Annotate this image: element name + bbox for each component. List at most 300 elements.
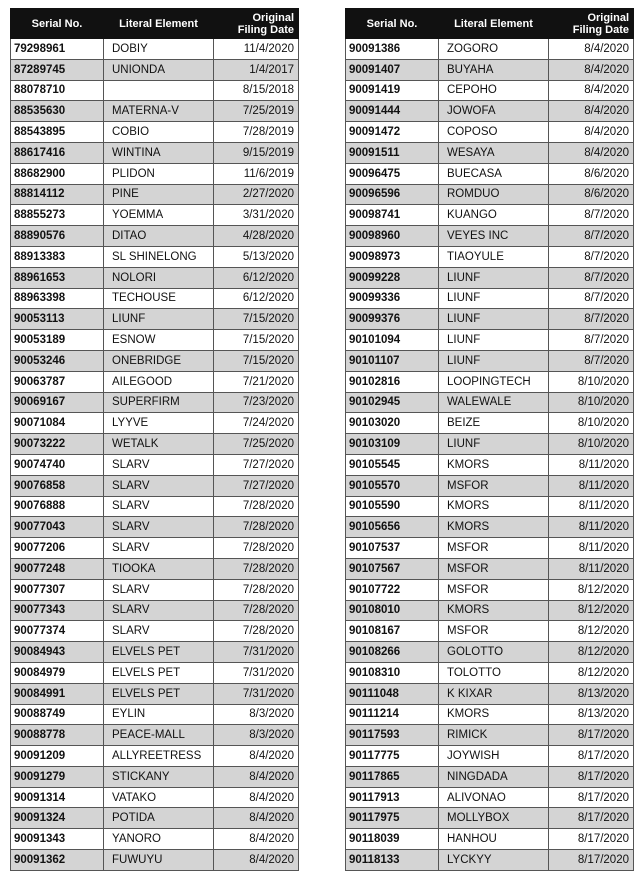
table-row bbox=[11, 246, 299, 267]
filing-date-cell: 8/12/2020 bbox=[549, 621, 634, 642]
filing-date-cell: 7/31/2020 bbox=[214, 683, 299, 704]
filing-date-cell: 8/7/2020 bbox=[549, 350, 634, 371]
filing-date-cell: 7/28/2020 bbox=[214, 600, 299, 621]
serial-cell: 90091362 bbox=[11, 850, 104, 871]
filing-date-cell: 8/17/2020 bbox=[549, 850, 634, 871]
literal-element-cell: SLARV bbox=[104, 496, 214, 517]
serial-cell: 90117975 bbox=[346, 808, 439, 829]
literal-element-cell: NOLORI bbox=[104, 267, 214, 288]
serial-cell: 90101094 bbox=[346, 330, 439, 351]
table-body-left bbox=[11, 39, 299, 871]
table-row bbox=[11, 142, 299, 163]
literal-element-cell: ESNOW bbox=[104, 330, 214, 351]
literal-element-cell: CEPOHO bbox=[439, 80, 549, 101]
literal-element-cell: JOYWISH bbox=[439, 746, 549, 767]
literal-element-cell: KUANGO bbox=[439, 205, 549, 226]
filing-date-cell: 8/7/2020 bbox=[549, 205, 634, 226]
literal-element-cell: TIOOKA bbox=[104, 558, 214, 579]
literal-element-cell: TOLOTTO bbox=[439, 662, 549, 683]
table-row bbox=[11, 350, 299, 371]
table-row bbox=[346, 787, 634, 808]
header-serial-no: Serial No. bbox=[346, 9, 439, 39]
serial-cell: 90077343 bbox=[11, 600, 104, 621]
literal-element-cell: UNIONDA bbox=[104, 59, 214, 80]
serial-cell: 90111048 bbox=[346, 683, 439, 704]
serial-cell: 90088749 bbox=[11, 704, 104, 725]
filing-date-cell: 8/6/2020 bbox=[549, 163, 634, 184]
serial-cell: 90091386 bbox=[346, 39, 439, 60]
literal-element-cell: ALLYREETRESS bbox=[104, 746, 214, 767]
table-row bbox=[11, 475, 299, 496]
serial-cell: 90101107 bbox=[346, 350, 439, 371]
literal-element-cell: AILEGOOD bbox=[104, 371, 214, 392]
table-row bbox=[346, 39, 634, 60]
serial-cell: 88543895 bbox=[11, 122, 104, 143]
filing-date-cell: 7/25/2020 bbox=[214, 434, 299, 455]
filing-date-cell: 8/4/2020 bbox=[549, 80, 634, 101]
filing-date-cell: 8/11/2020 bbox=[549, 475, 634, 496]
serial-cell: 90063787 bbox=[11, 371, 104, 392]
literal-element-cell: YANORO bbox=[104, 829, 214, 850]
filing-date-cell: 8/3/2020 bbox=[214, 725, 299, 746]
literal-element-cell: FUWUYU bbox=[104, 850, 214, 871]
serial-cell: 90111214 bbox=[346, 704, 439, 725]
literal-element-cell: MSFOR bbox=[439, 558, 549, 579]
filing-date-cell: 7/28/2020 bbox=[214, 621, 299, 642]
table-row bbox=[11, 267, 299, 288]
literal-element-cell: VEYES INC bbox=[439, 226, 549, 247]
table-header-row bbox=[11, 9, 299, 39]
filing-date-cell: 11/6/2019 bbox=[214, 163, 299, 184]
literal-element-cell: PLIDON bbox=[104, 163, 214, 184]
literal-element-cell: MATERNA-V bbox=[104, 101, 214, 122]
table-row bbox=[346, 59, 634, 80]
filing-date-cell: 8/17/2020 bbox=[549, 829, 634, 850]
serial-cell: 90098741 bbox=[346, 205, 439, 226]
literal-element-cell: LIUNF bbox=[439, 309, 549, 330]
filing-date-cell: 4/28/2020 bbox=[214, 226, 299, 247]
table-row bbox=[11, 558, 299, 579]
filing-date-cell: 8/12/2020 bbox=[549, 600, 634, 621]
literal-element-cell: GOLOTTO bbox=[439, 642, 549, 663]
literal-element-cell: LIUNF bbox=[104, 309, 214, 330]
literal-element-cell: RIMICK bbox=[439, 725, 549, 746]
literal-element-cell: PEACE-MALL bbox=[104, 725, 214, 746]
table-row bbox=[346, 538, 634, 559]
table-row bbox=[346, 683, 634, 704]
table-row bbox=[11, 80, 299, 101]
literal-element-cell: MSFOR bbox=[439, 538, 549, 559]
filing-date-cell: 7/28/2020 bbox=[214, 538, 299, 559]
filing-date-cell: 7/28/2020 bbox=[214, 558, 299, 579]
literal-element-cell: ELVELS PET bbox=[104, 683, 214, 704]
filing-date-cell: 7/15/2020 bbox=[214, 350, 299, 371]
literal-element-cell: WALEWALE bbox=[439, 392, 549, 413]
serial-cell: 90099376 bbox=[346, 309, 439, 330]
serial-cell: 90096596 bbox=[346, 184, 439, 205]
table-row bbox=[346, 621, 634, 642]
filing-date-cell: 8/4/2020 bbox=[214, 829, 299, 850]
literal-element-cell: DITAO bbox=[104, 226, 214, 247]
serial-cell: 90105545 bbox=[346, 454, 439, 475]
literal-element-cell: SLARV bbox=[104, 600, 214, 621]
table-row bbox=[346, 642, 634, 663]
serial-cell: 88961653 bbox=[11, 267, 104, 288]
filing-date-cell: 3/31/2020 bbox=[214, 205, 299, 226]
table-row bbox=[346, 600, 634, 621]
literal-element-cell: HANHOU bbox=[439, 829, 549, 850]
table-row bbox=[11, 413, 299, 434]
filing-date-cell: 6/12/2020 bbox=[214, 267, 299, 288]
literal-element-cell: TIAOYULE bbox=[439, 246, 549, 267]
filing-date-cell: 7/15/2020 bbox=[214, 330, 299, 351]
table-row bbox=[11, 122, 299, 143]
filing-date-cell: 8/7/2020 bbox=[549, 288, 634, 309]
serial-cell: 90117775 bbox=[346, 746, 439, 767]
table-row bbox=[11, 829, 299, 850]
literal-element-cell: WINTINA bbox=[104, 142, 214, 163]
table-row bbox=[346, 517, 634, 538]
literal-element-cell: WETALK bbox=[104, 434, 214, 455]
serial-cell: 90099336 bbox=[346, 288, 439, 309]
filing-date-cell: 8/7/2020 bbox=[549, 330, 634, 351]
serial-cell: 87289745 bbox=[11, 59, 104, 80]
table-row bbox=[11, 288, 299, 309]
serial-cell: 90107722 bbox=[346, 579, 439, 600]
filing-date-cell: 8/4/2020 bbox=[214, 787, 299, 808]
literal-element-cell: LYCKYY bbox=[439, 850, 549, 871]
filing-date-cell: 7/23/2020 bbox=[214, 392, 299, 413]
serial-cell: 90084991 bbox=[11, 683, 104, 704]
table-row bbox=[346, 558, 634, 579]
serial-cell: 88078710 bbox=[11, 80, 104, 101]
serial-cell: 90099228 bbox=[346, 267, 439, 288]
table-row bbox=[346, 496, 634, 517]
table-row bbox=[346, 80, 634, 101]
table-row bbox=[11, 496, 299, 517]
literal-element-cell: SLARV bbox=[104, 517, 214, 538]
table-row bbox=[11, 579, 299, 600]
literal-element-cell: LYYVE bbox=[104, 413, 214, 434]
literal-element-cell: LOOPINGTECH bbox=[439, 371, 549, 392]
filing-date-cell: 8/17/2020 bbox=[549, 746, 634, 767]
filing-date-cell: 8/10/2020 bbox=[549, 371, 634, 392]
table-row bbox=[11, 226, 299, 247]
table-row bbox=[11, 330, 299, 351]
table-row bbox=[346, 662, 634, 683]
trademark-table-left bbox=[10, 8, 299, 871]
literal-element-cell: LIUNF bbox=[439, 288, 549, 309]
filing-date-cell: 7/28/2019 bbox=[214, 122, 299, 143]
serial-cell: 88682900 bbox=[11, 163, 104, 184]
filing-date-cell: 7/31/2020 bbox=[214, 662, 299, 683]
literal-element-cell: STICKANY bbox=[104, 766, 214, 787]
filing-date-cell: 8/11/2020 bbox=[549, 517, 634, 538]
table-row bbox=[346, 475, 634, 496]
filing-date-cell: 8/17/2020 bbox=[549, 766, 634, 787]
filing-date-cell: 6/12/2020 bbox=[214, 288, 299, 309]
serial-cell: 88963398 bbox=[11, 288, 104, 309]
serial-cell: 90091444 bbox=[346, 101, 439, 122]
filing-date-cell: 8/15/2018 bbox=[214, 80, 299, 101]
filing-date-cell: 2/27/2020 bbox=[214, 184, 299, 205]
table-row bbox=[11, 538, 299, 559]
literal-element-cell: COBIO bbox=[104, 122, 214, 143]
serial-cell: 90069167 bbox=[11, 392, 104, 413]
filing-date-cell: 7/25/2019 bbox=[214, 101, 299, 122]
literal-element-cell: DOBIY bbox=[104, 39, 214, 60]
serial-cell: 88535630 bbox=[11, 101, 104, 122]
table-row bbox=[346, 101, 634, 122]
table-header-row bbox=[346, 9, 634, 39]
header-original-filing-date bbox=[214, 9, 299, 39]
literal-element-cell: K KIXAR bbox=[439, 683, 549, 704]
table-row bbox=[11, 434, 299, 455]
table-row bbox=[346, 829, 634, 850]
table-row bbox=[346, 350, 634, 371]
serial-cell: 90076888 bbox=[11, 496, 104, 517]
literal-element-cell: TECHOUSE bbox=[104, 288, 214, 309]
serial-cell: 90091314 bbox=[11, 787, 104, 808]
serial-cell: 90076858 bbox=[11, 475, 104, 496]
header-serial-no: Serial No. bbox=[11, 9, 104, 39]
serial-cell: 90091511 bbox=[346, 142, 439, 163]
serial-cell: 79298961 bbox=[11, 39, 104, 60]
table-row bbox=[11, 662, 299, 683]
filing-date-cell: 7/28/2020 bbox=[214, 517, 299, 538]
literal-element-cell: SLARV bbox=[104, 579, 214, 600]
filing-date-cell: 8/3/2020 bbox=[214, 704, 299, 725]
literal-element-cell: ELVELS PET bbox=[104, 662, 214, 683]
serial-cell: 88617416 bbox=[11, 142, 104, 163]
table-row bbox=[346, 330, 634, 351]
filing-date-cell: 7/27/2020 bbox=[214, 454, 299, 475]
literal-element-cell: MSFOR bbox=[439, 579, 549, 600]
table-row bbox=[346, 746, 634, 767]
filing-date-cell: 8/4/2020 bbox=[214, 850, 299, 871]
table-row bbox=[11, 39, 299, 60]
serial-cell: 90091209 bbox=[11, 746, 104, 767]
literal-element-cell: KMORS bbox=[439, 600, 549, 621]
serial-cell: 90105590 bbox=[346, 496, 439, 517]
filing-date-cell: 8/13/2020 bbox=[549, 704, 634, 725]
filing-date-cell: 8/11/2020 bbox=[549, 496, 634, 517]
serial-cell: 90074740 bbox=[11, 454, 104, 475]
table-row bbox=[346, 205, 634, 226]
literal-element-cell: LIUNF bbox=[439, 267, 549, 288]
literal-element-cell: ALIVONAO bbox=[439, 787, 549, 808]
serial-cell: 90107537 bbox=[346, 538, 439, 559]
literal-element-cell bbox=[104, 80, 214, 101]
serial-cell: 90073222 bbox=[11, 434, 104, 455]
serial-cell: 90084943 bbox=[11, 642, 104, 663]
filing-date-cell: 7/27/2020 bbox=[214, 475, 299, 496]
table-row bbox=[346, 725, 634, 746]
literal-element-cell: SLARV bbox=[104, 454, 214, 475]
table-row bbox=[11, 704, 299, 725]
table-row bbox=[11, 746, 299, 767]
serial-cell: 90103020 bbox=[346, 413, 439, 434]
table-row bbox=[346, 454, 634, 475]
serial-cell: 90105656 bbox=[346, 517, 439, 538]
serial-cell: 90117593 bbox=[346, 725, 439, 746]
filing-date-cell: 8/4/2020 bbox=[214, 766, 299, 787]
literal-element-cell: PINE bbox=[104, 184, 214, 205]
serial-cell: 90077043 bbox=[11, 517, 104, 538]
literal-element-cell: VATAKO bbox=[104, 787, 214, 808]
serial-cell: 90084979 bbox=[11, 662, 104, 683]
serial-cell: 90098973 bbox=[346, 246, 439, 267]
filing-date-cell: 8/17/2020 bbox=[549, 808, 634, 829]
table-row bbox=[11, 392, 299, 413]
serial-cell: 90107567 bbox=[346, 558, 439, 579]
literal-element-cell: SLARV bbox=[104, 621, 214, 642]
header-date-line2: Filing Date bbox=[237, 23, 294, 36]
table-row bbox=[11, 766, 299, 787]
trademark-table-right bbox=[345, 8, 634, 871]
table-row bbox=[11, 101, 299, 122]
literal-element-cell: POTIDA bbox=[104, 808, 214, 829]
filing-date-cell: 11/4/2020 bbox=[214, 39, 299, 60]
table-row bbox=[11, 683, 299, 704]
table-row bbox=[346, 579, 634, 600]
serial-cell: 90108310 bbox=[346, 662, 439, 683]
filing-date-cell: 7/28/2020 bbox=[214, 496, 299, 517]
table-row bbox=[346, 267, 634, 288]
literal-element-cell: NINGDADA bbox=[439, 766, 549, 787]
serial-cell: 90053189 bbox=[11, 330, 104, 351]
literal-element-cell: LIUNF bbox=[439, 434, 549, 455]
header-date-line1: Original bbox=[252, 11, 294, 24]
table-row bbox=[346, 704, 634, 725]
literal-element-cell: BUECASA bbox=[439, 163, 549, 184]
filing-date-cell: 8/6/2020 bbox=[549, 184, 634, 205]
table-row bbox=[11, 600, 299, 621]
header-original-filing-date bbox=[549, 9, 634, 39]
table-row bbox=[346, 288, 634, 309]
table-row bbox=[11, 371, 299, 392]
serial-cell: 88913383 bbox=[11, 246, 104, 267]
filing-date-cell: 8/10/2020 bbox=[549, 413, 634, 434]
serial-cell: 90077307 bbox=[11, 579, 104, 600]
literal-element-cell: SL SHINELONG bbox=[104, 246, 214, 267]
filing-date-cell: 8/11/2020 bbox=[549, 558, 634, 579]
serial-cell: 90053246 bbox=[11, 350, 104, 371]
literal-element-cell: MSFOR bbox=[439, 475, 549, 496]
serial-cell: 90117913 bbox=[346, 787, 439, 808]
literal-element-cell: MOLLYBOX bbox=[439, 808, 549, 829]
serial-cell: 90091324 bbox=[11, 808, 104, 829]
literal-element-cell: ZOGORO bbox=[439, 39, 549, 60]
table-row bbox=[11, 205, 299, 226]
table-row bbox=[11, 184, 299, 205]
table-body-right bbox=[346, 39, 634, 871]
serial-cell: 90105570 bbox=[346, 475, 439, 496]
table-row bbox=[11, 454, 299, 475]
serial-cell: 90077248 bbox=[11, 558, 104, 579]
literal-element-cell: BUYAHA bbox=[439, 59, 549, 80]
table-row bbox=[11, 850, 299, 871]
serial-cell: 90118039 bbox=[346, 829, 439, 850]
literal-element-cell: COPOSO bbox=[439, 122, 549, 143]
filing-date-cell: 9/15/2019 bbox=[214, 142, 299, 163]
serial-cell: 88890576 bbox=[11, 226, 104, 247]
filing-date-cell: 8/4/2020 bbox=[549, 101, 634, 122]
literal-element-cell: BEIZE bbox=[439, 413, 549, 434]
filing-date-cell: 7/24/2020 bbox=[214, 413, 299, 434]
table-row bbox=[346, 850, 634, 871]
serial-cell: 90118133 bbox=[346, 850, 439, 871]
serial-cell: 90091343 bbox=[11, 829, 104, 850]
serial-cell: 90108167 bbox=[346, 621, 439, 642]
table-row bbox=[346, 808, 634, 829]
serial-cell: 90053113 bbox=[11, 309, 104, 330]
literal-element-cell: KMORS bbox=[439, 454, 549, 475]
literal-element-cell: MSFOR bbox=[439, 621, 549, 642]
header-date-line1: Original bbox=[587, 11, 629, 24]
literal-element-cell: LIUNF bbox=[439, 350, 549, 371]
table-row bbox=[11, 59, 299, 80]
serial-cell: 90108266 bbox=[346, 642, 439, 663]
serial-cell: 90091419 bbox=[346, 80, 439, 101]
serial-cell: 90077206 bbox=[11, 538, 104, 559]
table-row bbox=[346, 246, 634, 267]
literal-element-cell: KMORS bbox=[439, 496, 549, 517]
serial-cell: 90091279 bbox=[11, 766, 104, 787]
filing-date-cell: 8/7/2020 bbox=[549, 226, 634, 247]
serial-cell: 90096475 bbox=[346, 163, 439, 184]
filing-date-cell: 8/10/2020 bbox=[549, 434, 634, 455]
literal-element-cell: LIUNF bbox=[439, 330, 549, 351]
literal-element-cell: YOEMMA bbox=[104, 205, 214, 226]
serial-cell: 90102945 bbox=[346, 392, 439, 413]
serial-cell: 90103109 bbox=[346, 434, 439, 455]
table-row bbox=[11, 642, 299, 663]
literal-element-cell: SLARV bbox=[104, 475, 214, 496]
filing-date-cell: 8/11/2020 bbox=[549, 454, 634, 475]
literal-element-cell: EYLIN bbox=[104, 704, 214, 725]
serial-cell: 90102816 bbox=[346, 371, 439, 392]
table-row bbox=[346, 434, 634, 455]
filing-date-cell: 8/17/2020 bbox=[549, 725, 634, 746]
filing-date-cell: 8/10/2020 bbox=[549, 392, 634, 413]
literal-element-cell: ONEBRIDGE bbox=[104, 350, 214, 371]
table-row bbox=[11, 725, 299, 746]
filing-date-cell: 8/4/2020 bbox=[549, 39, 634, 60]
literal-element-cell: JOWOFA bbox=[439, 101, 549, 122]
filing-date-cell: 8/7/2020 bbox=[549, 267, 634, 288]
table-row bbox=[346, 766, 634, 787]
literal-element-cell: ROMDUO bbox=[439, 184, 549, 205]
table-row bbox=[11, 621, 299, 642]
serial-cell: 90077374 bbox=[11, 621, 104, 642]
serial-cell: 90117865 bbox=[346, 766, 439, 787]
filing-date-cell: 7/15/2020 bbox=[214, 309, 299, 330]
serial-cell: 90091407 bbox=[346, 59, 439, 80]
serial-cell: 90071084 bbox=[11, 413, 104, 434]
literal-element-cell: KMORS bbox=[439, 517, 549, 538]
filing-date-cell: 8/4/2020 bbox=[549, 122, 634, 143]
filing-date-cell: 1/4/2017 bbox=[214, 59, 299, 80]
filing-date-cell: 5/13/2020 bbox=[214, 246, 299, 267]
table-row bbox=[346, 392, 634, 413]
filing-date-cell: 8/4/2020 bbox=[214, 808, 299, 829]
literal-element-cell: ELVELS PET bbox=[104, 642, 214, 663]
table-row bbox=[11, 517, 299, 538]
filing-date-cell: 8/13/2020 bbox=[549, 683, 634, 704]
filing-date-cell: 7/31/2020 bbox=[214, 642, 299, 663]
serial-cell: 88814112 bbox=[11, 184, 104, 205]
